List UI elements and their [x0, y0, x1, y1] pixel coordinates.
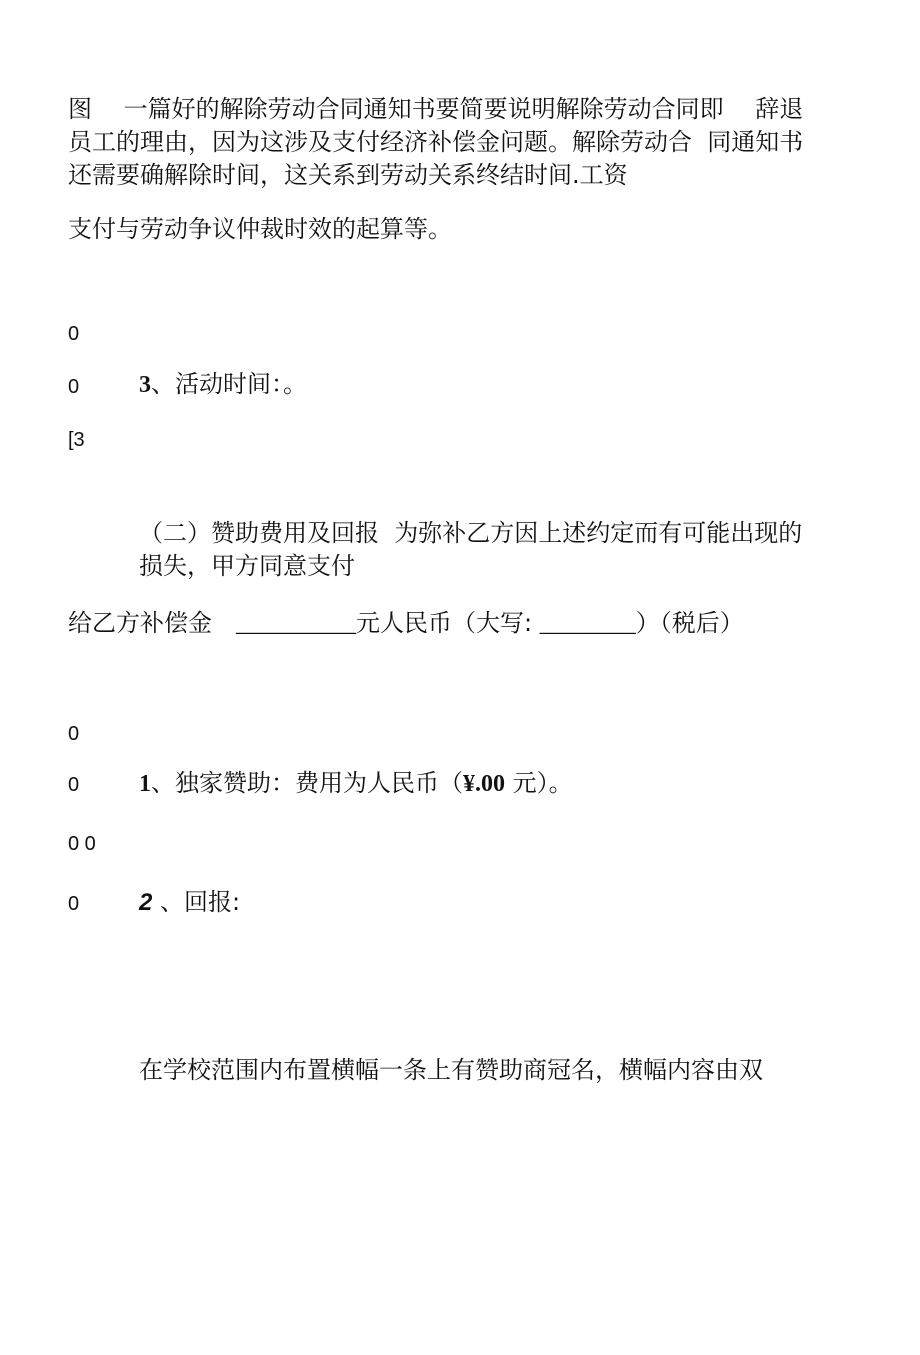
item1-text-a: 、独家赞助：费用为人民币（: [151, 769, 463, 797]
marker: [3: [68, 429, 85, 451]
marker: 0 0: [68, 833, 96, 855]
marker: 0: [68, 723, 80, 745]
compensation-prefix: 给乙方补偿金: [68, 609, 236, 637]
marker: 0: [68, 376, 80, 398]
item1-amount: ¥.00: [463, 771, 505, 797]
section2-line1: （二）赞助费用及回报 为弥补乙方因上述约定而有可能出现的: [139, 519, 803, 547]
item2-number: 2: [139, 889, 153, 916]
item1: [139, 767, 573, 800]
compensation-blank-words: ________: [539, 611, 636, 637]
item3-number: 3: [139, 372, 151, 398]
compensation-suffix: ）（税后）: [635, 609, 744, 637]
marker: 0: [68, 893, 80, 915]
section2-line2: 损失，甲方同意支付: [139, 552, 355, 580]
banner-line: 在学校范围内布置横幅一条上有赞助商冠名，横幅内容由双: [139, 1056, 763, 1084]
item2-text: 、回报:: [152, 888, 241, 916]
compensation-middle: 元人民币（大写:: [356, 609, 540, 637]
paragraph1-line3: 还需要确解除时间，这关系到劳动关系终结时间.工资: [68, 161, 628, 189]
item1-text-b: 元）。: [505, 769, 573, 797]
paragraph2: 支付与劳动争议仲裁时效的起算等。: [68, 215, 452, 243]
compensation-line: [68, 607, 744, 640]
marker: 0: [68, 323, 80, 345]
item3-text: 、活动时间：。: [151, 370, 307, 398]
compensation-blank-amount: __________: [236, 611, 356, 637]
item1-number: 1: [139, 771, 151, 797]
marker: 0: [68, 774, 80, 796]
item2: [139, 886, 240, 919]
paragraph1-line1: 图 一篇好的解除劳动合同通知书要简要说明解除劳动合同即 辞退: [68, 95, 804, 123]
item3: [139, 368, 307, 401]
paragraph1-line2: 员工的理由，因为这涉及支付经济补偿金问题。解除劳动合 同通知书: [68, 128, 804, 156]
